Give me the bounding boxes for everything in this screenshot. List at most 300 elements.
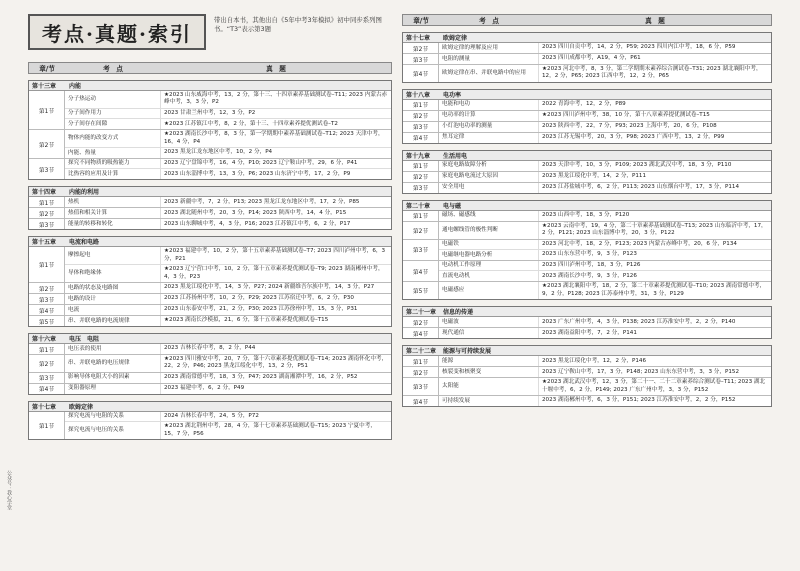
section-row xyxy=(403,317,771,328)
section-row xyxy=(29,283,391,294)
question-ref: 2023 江苏无锡中考，20，3 分，P98; 2023 广西中考，13，2 分，P99 xyxy=(542,134,725,141)
point-name: 热值和相关计算 xyxy=(65,208,161,218)
chapter-name: 欧姆定律 xyxy=(443,35,468,42)
section-points xyxy=(65,283,391,293)
question-ref: ★2023 湖南长沙中考，8，3 分，第一学期期中素养基础测试卷–T12; 2023 天津中考，16，4 分，P4 xyxy=(164,131,384,145)
point-row xyxy=(65,355,391,372)
right-blocks xyxy=(402,32,772,407)
question-ref: 2023 广东广州中考，4，3 分，P138; 2023 江苏淮安中考，2，2 分，P140 xyxy=(542,318,736,325)
section-points xyxy=(65,219,391,229)
point-row xyxy=(65,247,391,265)
section-points xyxy=(65,208,391,218)
section-points xyxy=(65,294,391,304)
point-name: 电磁继电器电路分析 xyxy=(439,250,539,260)
point-row xyxy=(65,208,391,218)
question-refs xyxy=(539,317,771,327)
point-row xyxy=(65,305,391,315)
section-row xyxy=(29,247,391,283)
question-refs xyxy=(161,412,391,421)
section-row xyxy=(29,344,391,355)
point-row xyxy=(65,130,391,148)
section-label: 第2节 xyxy=(403,317,439,327)
chapter-name: 生活用电 xyxy=(443,152,468,160)
section-points xyxy=(65,130,391,158)
question-refs xyxy=(539,54,771,64)
question-refs xyxy=(539,133,771,143)
point-row xyxy=(65,316,391,326)
section-row xyxy=(403,100,771,111)
question-refs xyxy=(161,219,391,229)
question-ref: ★2023 湖北武汉中考，12，3 分，第二十一、二十二章素养综合测试卷–T11; 2023 湖北十堰中考，6，2 分，P149; 2023 广东广州中考，3，3 分，P152 xyxy=(542,379,766,393)
section-label: 第2节 xyxy=(29,208,65,218)
chapter-header xyxy=(403,33,771,43)
section-points xyxy=(439,378,771,395)
section-points xyxy=(439,240,771,260)
chapter-number: 第十七章 xyxy=(32,403,57,411)
left-blocks xyxy=(28,80,392,440)
left-column xyxy=(28,14,392,440)
title-row xyxy=(28,14,392,56)
question-ref: ★2023 福建中考，10，2 分，第十五章素养基础测试卷–T7; 2023 四川泸州中考，6，3 分，P21 xyxy=(164,248,386,262)
section-points xyxy=(65,412,391,439)
point-row xyxy=(65,109,391,119)
question-ref: 2023 辽宁盘锦中考，16，4 分，P10; 2023 辽宁鞍山中考，29，6 分，P41 xyxy=(164,160,358,167)
question-ref: 2023 黑龙江绥化中考，14，2 分，P111 xyxy=(542,173,647,180)
point-name: 探究电流与电压的关系 xyxy=(65,422,161,439)
section-label: 第2节 xyxy=(29,355,65,372)
section-points xyxy=(65,305,391,315)
chapter-header xyxy=(29,334,391,344)
chapter-header xyxy=(403,307,771,317)
section-points xyxy=(65,91,391,129)
question-refs xyxy=(161,130,391,147)
point-row xyxy=(439,43,771,53)
question-ref: 2023 山西中考，18，3 分，P120 xyxy=(542,212,630,219)
point-row xyxy=(65,219,391,229)
point-name: 电阻的测量 xyxy=(439,54,539,64)
question-refs xyxy=(539,111,771,121)
chapter-header xyxy=(403,90,771,100)
point-row xyxy=(439,161,771,171)
point-row xyxy=(439,367,771,377)
question-ref: 2023 湖南郴州中考，6，3 分，P151; 2023 江苏淮安中考，2，2 分，P152 xyxy=(542,397,736,404)
section-row xyxy=(29,197,391,208)
section-row xyxy=(29,305,391,316)
chapter-name: 电流和电路 xyxy=(69,239,100,247)
question-ref: ★2023 湖南长沙模拟，21，6 分，第十五章素养提优测试卷–T15 xyxy=(164,317,329,324)
chapter-number: 第二十二章 xyxy=(406,348,437,356)
question-ref: 2023 黑龙江龙东地区中考，10，2 分，P4 xyxy=(164,149,273,156)
chapter-block xyxy=(402,32,772,83)
chapter-block xyxy=(402,89,772,144)
question-refs xyxy=(161,169,391,179)
question-ref: 2023 湖南常德中考，18，3 分，P47; 2023 湖南湘潭中考，16，2 分，P52 xyxy=(164,374,358,381)
chapter-number: 第十五章 xyxy=(32,239,57,247)
point-name: 太阳能 xyxy=(439,378,539,395)
question-refs xyxy=(539,161,771,171)
point-row xyxy=(65,265,391,282)
question-refs xyxy=(161,208,391,218)
question-ref: 2023 湖北随州中考，20，3 分，P14; 2023 陕西中考，14，4 分，P15 xyxy=(164,209,347,216)
section-label: 第2节 xyxy=(403,111,439,121)
right-column xyxy=(402,14,772,407)
section-row xyxy=(403,122,771,133)
chapter-block xyxy=(402,345,772,407)
section-row xyxy=(403,328,771,338)
question-refs xyxy=(161,316,391,326)
point-row xyxy=(439,356,771,366)
column-header-right xyxy=(402,14,772,26)
section-label: 第4节 xyxy=(403,396,439,406)
point-row xyxy=(65,197,391,207)
point-row xyxy=(439,65,771,82)
point-row xyxy=(65,91,391,109)
point-row xyxy=(439,222,771,239)
section-points xyxy=(439,261,771,281)
point-name: 探究不同物质的吸热能力 xyxy=(65,159,161,168)
question-ref: 2022 青海中考，12，2 分，P89 xyxy=(542,101,626,108)
point-name: 分子热运动 xyxy=(65,91,161,108)
point-name: 比热容的应用及计算 xyxy=(65,169,161,179)
section-row xyxy=(29,219,391,229)
question-ref: 2023 吉林长春中考，8，2 分，P44 xyxy=(164,345,256,352)
question-ref: ★2023 四川泸州中考，38，10 分，第十八章素养提优测试卷–T15 xyxy=(542,112,710,119)
point-row xyxy=(439,282,771,299)
question-refs xyxy=(161,422,391,439)
section-points xyxy=(439,211,771,221)
question-ref: 2023 辽宁鞍山中考，17，3 分，P148; 2023 山东东营中考，3，3 分，P152 xyxy=(542,368,740,375)
section-points xyxy=(439,282,771,299)
section-points xyxy=(439,317,771,327)
column-header-left xyxy=(28,62,392,74)
section-points xyxy=(65,197,391,207)
question-refs xyxy=(539,271,771,281)
question-refs xyxy=(539,396,771,406)
question-ref: 2023 陕西中考，22，7 分，P93; 2023 上海中考，20，6 分，P108 xyxy=(542,123,717,130)
chapter-block xyxy=(28,401,392,440)
section-row xyxy=(29,294,391,305)
point-row xyxy=(439,328,771,338)
question-ref: 2023 山东泰安中考，21，2 分，P30; 2023 江苏徐州中考，15，3 分，P31 xyxy=(164,306,358,313)
chapter-block xyxy=(402,150,772,194)
point-name: 磁场、磁感线 xyxy=(439,211,539,221)
question-ref: 2023 湖南长沙中考，9，3 分，P126 xyxy=(542,272,637,279)
point-name: 探究电流与电阻的关系 xyxy=(65,412,161,421)
page-title: 考点·真题·索引 xyxy=(28,14,206,50)
col-chapter: 章/节 xyxy=(413,17,429,25)
question-ref: 2023 湖南益阳中考，7，2 分，P141 xyxy=(542,329,637,336)
section-row xyxy=(29,130,391,159)
section-row xyxy=(403,367,771,378)
point-name: 焦耳定律 xyxy=(439,133,539,143)
section-points xyxy=(439,161,771,171)
point-name: 电流 xyxy=(65,305,161,315)
section-label: 第4节 xyxy=(403,133,439,143)
question-refs xyxy=(539,65,771,82)
question-refs xyxy=(161,197,391,207)
section-points xyxy=(439,183,771,193)
point-name: 电功率的计算 xyxy=(439,111,539,121)
question-refs xyxy=(539,240,771,249)
section-row xyxy=(29,355,391,373)
section-label: 第2节 xyxy=(403,222,439,239)
question-refs xyxy=(539,261,771,270)
section-label: 第1节 xyxy=(403,356,439,366)
point-row xyxy=(439,111,771,121)
point-row xyxy=(65,159,391,169)
point-name: 影响导体电阻大小的因素 xyxy=(65,373,161,383)
point-row xyxy=(65,294,391,304)
chapter-block xyxy=(402,200,772,300)
chapter-block xyxy=(28,333,392,395)
section-label: 第3节 xyxy=(403,183,439,193)
point-row xyxy=(65,422,391,439)
point-row xyxy=(65,119,391,129)
section-label: 第5节 xyxy=(403,282,439,299)
question-ref: ★2023 云南中考，19，4 分，第二十章素养基础测试卷–T13; 2023 山东临沂中考，17，2 分，P121; 2023 山东淄博中考，20，3 分，P122 xyxy=(542,222,767,237)
question-refs xyxy=(161,294,391,304)
point-row xyxy=(439,261,771,271)
chapter-header xyxy=(403,201,771,211)
point-row xyxy=(439,396,771,406)
section-row xyxy=(403,282,771,299)
chapter-name: 电功率 xyxy=(443,91,462,99)
section-label: 第3节 xyxy=(29,294,65,304)
section-row xyxy=(403,161,771,172)
question-refs xyxy=(161,305,391,315)
point-row xyxy=(65,412,391,422)
section-label: 第2节 xyxy=(29,130,65,158)
section-row xyxy=(29,412,391,439)
point-row xyxy=(439,317,771,327)
point-name: 家庭电路电流过大原因 xyxy=(439,172,539,182)
section-label: 第4节 xyxy=(29,305,65,315)
section-label: 第1节 xyxy=(403,100,439,110)
point-name: 核裂变和核聚变 xyxy=(439,367,539,377)
question-ref: ★2023 河北中考，8，3 分，第二学期期末素养综合测试卷–T31; 2023 湖北襄阳中考，12，2 分，P65; 2023 江西中考，12，2 分，P65 xyxy=(542,66,762,80)
point-name: 热机 xyxy=(65,197,161,207)
point-name: 电压表的使用 xyxy=(65,344,161,354)
question-ref: 2023 河北中考，18，2 分，P123; 2023 内蒙古赤峰中考，20，6 分，P134 xyxy=(542,240,737,247)
section-points xyxy=(439,222,771,239)
question-ref: 2023 福建中考，6，2 分，P49 xyxy=(164,385,245,392)
section-row xyxy=(403,396,771,406)
section-label: 第4节 xyxy=(29,384,65,394)
section-label: 第3节 xyxy=(403,240,439,260)
section-row xyxy=(403,111,771,122)
question-refs xyxy=(539,43,771,53)
chapter-number: 第十八章 xyxy=(406,91,431,99)
section-label: 第5节 xyxy=(29,316,65,326)
section-row xyxy=(403,222,771,240)
point-name: 分子间存在间隙 xyxy=(65,119,161,129)
question-ref: ★2023 山东威海中考，13，2 分，第十三、十四章素养基础测试卷–T11; 2023 内蒙古赤峰中考，3，3 分，P2 xyxy=(164,92,388,106)
section-points xyxy=(439,65,771,82)
section-row xyxy=(403,211,771,222)
point-row xyxy=(65,344,391,354)
question-ref: ★2023 湖北荆州中考，28，4 分，第十七章素养基础测试卷–T15; 2023 宁夏中考，15，7 分，P56 xyxy=(164,423,376,437)
question-ref: ★2023 辽宁营口中考，10，2 分，第十五章素养提优测试卷–T9; 2023 湖南郴州中考，4，3 分，P23 xyxy=(164,266,384,280)
chapter-name: 能源与可持续发展 xyxy=(443,348,492,356)
section-points xyxy=(439,122,771,132)
point-row xyxy=(439,100,771,110)
section-points xyxy=(439,133,771,143)
point-name: 内能、热量 xyxy=(65,148,161,158)
point-name: 安全用电 xyxy=(439,183,539,193)
point-row xyxy=(439,133,771,143)
chapter-header xyxy=(403,346,771,356)
section-row xyxy=(403,378,771,396)
section-row xyxy=(403,183,771,193)
question-refs xyxy=(161,344,391,354)
point-name: 电路的状态及电路图 xyxy=(65,283,161,293)
section-row xyxy=(29,91,391,130)
point-name: 串、并联电路的电流规律 xyxy=(65,316,161,326)
section-points xyxy=(65,247,391,282)
question-refs xyxy=(539,183,771,193)
col-question: 真 题 xyxy=(645,17,665,25)
section-row xyxy=(403,356,771,367)
section-points xyxy=(439,367,771,377)
question-refs xyxy=(161,355,391,372)
chapter-header xyxy=(29,237,391,247)
point-row xyxy=(65,169,391,179)
section-points xyxy=(439,328,771,338)
question-refs xyxy=(539,282,771,299)
section-points xyxy=(65,373,391,383)
section-label: 第3节 xyxy=(403,378,439,395)
question-ref: 2023 黑龙江绥化中考，14，3 分，P27; 2024 新疆维吾尔族中考，14，3 分，P27 xyxy=(164,284,375,291)
chapter-block xyxy=(402,306,772,339)
section-label: 第3节 xyxy=(29,373,65,383)
section-points xyxy=(65,159,391,179)
section-label: 第3节 xyxy=(403,122,439,132)
point-row xyxy=(439,54,771,64)
question-refs xyxy=(539,172,771,182)
section-row xyxy=(29,316,391,326)
question-refs xyxy=(161,159,391,168)
section-label: 第1节 xyxy=(29,344,65,354)
section-points xyxy=(65,384,391,394)
question-refs xyxy=(539,100,771,110)
chapter-name: 电压 电阻 xyxy=(69,336,100,344)
point-name: 电磁铁 xyxy=(439,240,539,249)
section-label: 第4节 xyxy=(403,261,439,281)
chapter-block xyxy=(28,80,392,180)
point-name: 分子间作用力 xyxy=(65,109,161,118)
point-name: 直流电动机 xyxy=(439,271,539,281)
chapter-header xyxy=(403,151,771,161)
point-name: 串、并联电路的电压规律 xyxy=(65,355,161,372)
question-ref: ★2023 江苏镇江中考，8，2 分，第十三、十四章素养提优测试卷–T2 xyxy=(164,120,338,127)
point-row xyxy=(439,122,771,132)
point-row xyxy=(439,172,771,182)
question-ref: 2023 四川成都中考，A19，4 分，P61 xyxy=(542,55,641,62)
chapter-name: 内能 xyxy=(69,83,82,90)
question-refs xyxy=(161,109,391,118)
section-row xyxy=(29,208,391,219)
col-chapter: 章/节 xyxy=(39,65,55,73)
point-row xyxy=(65,384,391,394)
question-refs xyxy=(161,265,391,282)
chapter-header xyxy=(29,81,391,91)
section-label: 第2节 xyxy=(403,172,439,182)
col-question: 真 题 xyxy=(266,65,286,73)
section-row xyxy=(403,133,771,143)
question-ref: 2024 吉林长春中考，24，5 分，P72 xyxy=(164,412,259,419)
point-name: 小灯泡电功率的测量 xyxy=(439,122,539,132)
point-name: 导体和绝缘体 xyxy=(65,265,161,282)
section-label: 第3节 xyxy=(29,159,65,179)
point-row xyxy=(65,373,391,383)
point-name: 现代通信 xyxy=(439,328,539,338)
question-refs xyxy=(539,222,771,239)
section-row xyxy=(403,172,771,183)
question-ref: ★2023 四川雅安中考，20，7 分，第十六章素养提优测试卷–T14; 2023 湖南怀化中考，22，2 分，P46; 2023 黑龙江绥化中考，13，2 分，P51 xyxy=(164,356,388,370)
chapter-number: 第二十一章 xyxy=(406,309,437,317)
chapter-number: 第十三章 xyxy=(32,83,57,90)
question-refs xyxy=(539,356,771,366)
point-name: 电磁波 xyxy=(439,317,539,327)
question-refs xyxy=(161,283,391,293)
section-label: 第3节 xyxy=(403,54,439,64)
point-row xyxy=(65,148,391,158)
question-ref: 2023 山东东营中考，9，3 分，P123 xyxy=(542,251,637,258)
question-ref: 2023 新疆中考，7，2 分，P13; 2023 黑龙江龙东地区中考，17，2 分，P85 xyxy=(164,198,360,205)
point-name: 电路的设计 xyxy=(65,294,161,304)
section-label: 第1节 xyxy=(29,247,65,282)
question-refs xyxy=(161,373,391,383)
section-label: 第1节 xyxy=(29,197,65,207)
point-name: 通电螺线管的极性判断 xyxy=(439,222,539,239)
question-refs xyxy=(539,122,771,132)
point-row xyxy=(439,250,771,260)
point-row xyxy=(439,211,771,221)
section-label: 第2节 xyxy=(29,283,65,293)
point-name: 能量的转移和转化 xyxy=(65,219,161,229)
chapter-header xyxy=(29,187,391,197)
chapter-number: 第十七章 xyxy=(406,35,431,42)
section-label: 第2节 xyxy=(403,367,439,377)
section-label: 第3节 xyxy=(29,219,65,229)
point-row xyxy=(439,271,771,281)
question-ref: 2023 山东聊城中考，4，3 分，P16; 2023 江苏镇江中考，6，2 分，P17 xyxy=(164,220,351,227)
section-label: 第4节 xyxy=(403,65,439,82)
section-label: 第4节 xyxy=(403,328,439,338)
question-ref: 2023 江苏盐城中考，6，2 分，P113; 2023 山东烟台中考，17，3 分，P114 xyxy=(542,184,740,191)
question-refs xyxy=(161,91,391,108)
chapter-header xyxy=(29,402,391,412)
section-row xyxy=(29,384,391,394)
point-name: 家庭电路故障分析 xyxy=(439,161,539,171)
question-refs xyxy=(161,247,391,264)
section-row xyxy=(29,373,391,384)
question-refs xyxy=(539,328,771,338)
question-ref: 2023 四川自贡中考，14，2 分，P59; 2023 四川内江中考，18，6 分，P59 xyxy=(542,44,736,51)
question-ref: 2023 天津中考，10，3 分，P109; 2023 湖北武汉中考，18，3 分，P110 xyxy=(542,162,732,169)
section-label: 第1节 xyxy=(29,412,65,439)
question-ref: 2023 山东淄博中考，13，3 分，P6; 2023 山东济宁中考，17，2 分，P9 xyxy=(164,170,351,177)
section-row xyxy=(403,54,771,65)
section-points xyxy=(439,43,771,53)
section-points xyxy=(65,344,391,354)
chapter-block xyxy=(28,186,392,230)
section-points xyxy=(439,111,771,121)
chapter-number: 第十九章 xyxy=(406,152,431,160)
point-name: 摩擦起电 xyxy=(65,247,161,264)
chapter-number: 第十六章 xyxy=(32,336,57,344)
side-watermark: 公众号：我心学堂 xyxy=(6,470,12,510)
